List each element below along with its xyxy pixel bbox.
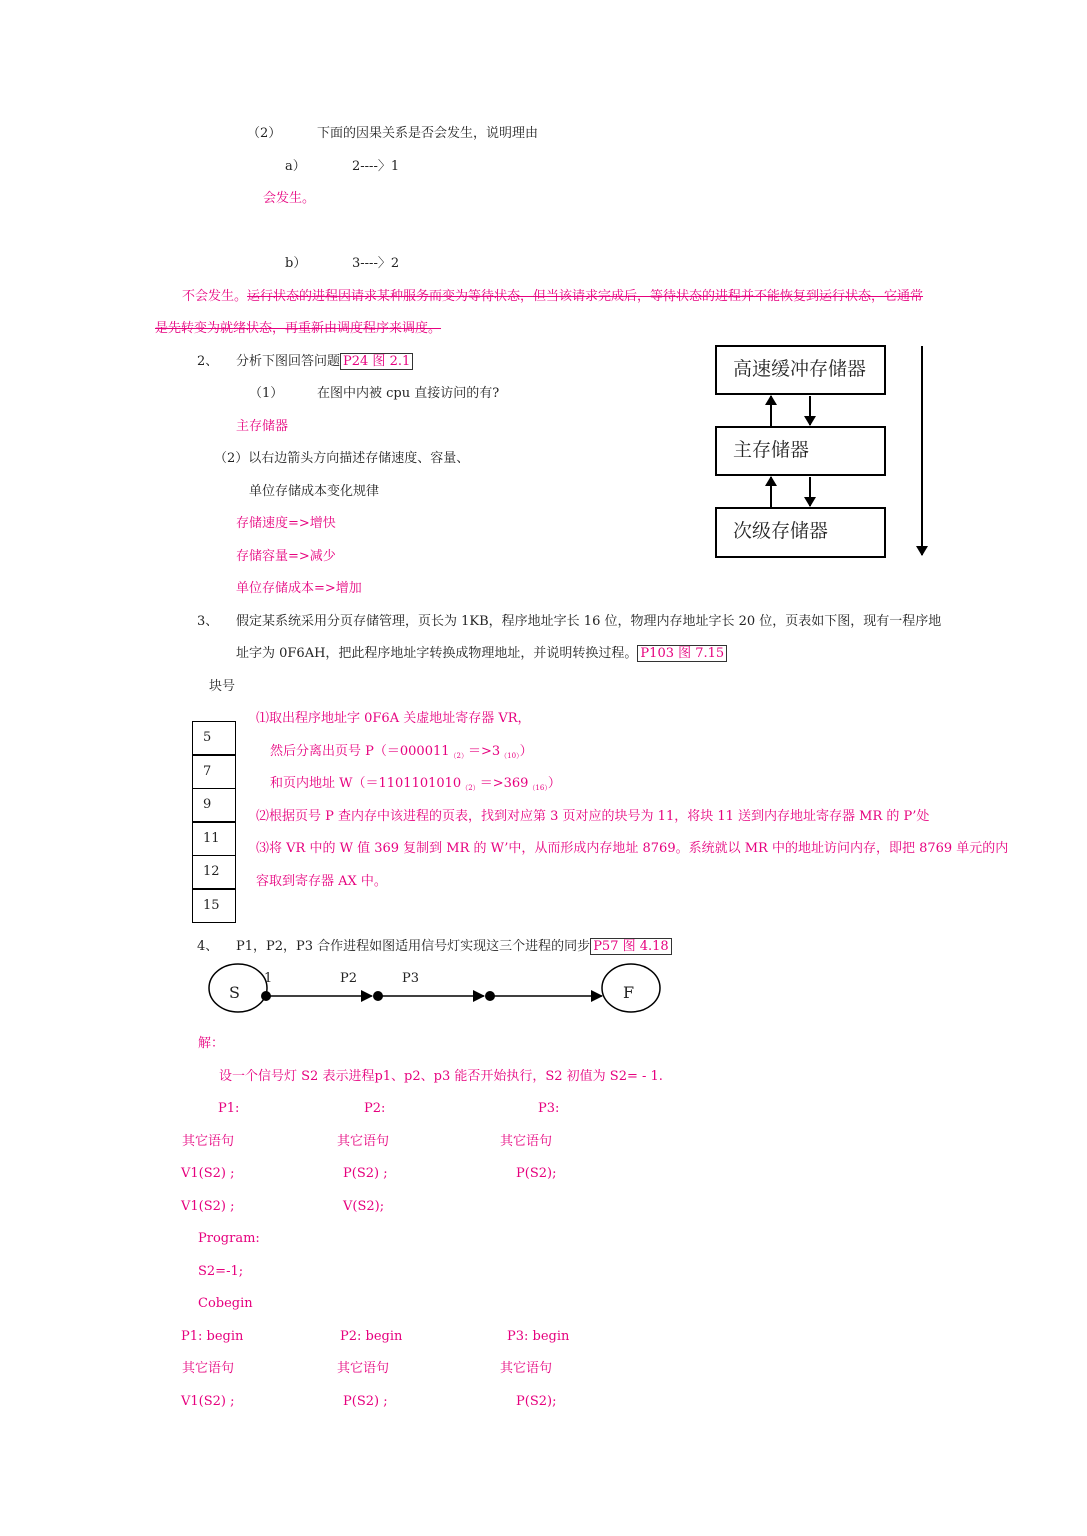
code-begin-p1: P1: begin [181, 1329, 244, 1344]
diagram-box-cache: 高速缓冲存储器 [715, 345, 886, 395]
code-line: 其它语句 [182, 1134, 235, 1149]
item-b-answer-prefix: 不会发生。 [182, 289, 248, 304]
q2-text-body: 分析下图回答问题 [236, 354, 341, 369]
q3-line1: 假定某系统采用分页存储管理，页长为 1KB，程序地址字长 16 位，物理内存地址字长 20 位，页表如下图，现有一程序地 [236, 614, 942, 629]
q2-answer-cost: 单位存储成本=>增加 [236, 581, 362, 596]
code-line: 其它语句 [500, 1361, 553, 1376]
code-program: Program: [198, 1231, 260, 1246]
q3-step1-page-mid: ＝>3 [467, 744, 501, 759]
item-a-label: a） [285, 159, 306, 174]
q4-reference: P57 图 4.18 [590, 938, 672, 955]
q2-sub1-answer: 主存储器 [236, 419, 289, 434]
graph-label-p2: P2 [340, 971, 358, 986]
code-header-p1: P1: [218, 1101, 240, 1116]
item-a-text: 2----〉1 [352, 159, 400, 174]
graph-label-p3: P3 [402, 971, 420, 986]
q3-step1-offset-pre: 和页内地址 W（＝1101101010 [270, 776, 462, 791]
q2-sub1-text: 在图中内被 cpu 直接访问的有? [317, 386, 500, 401]
graph-dot-2 [373, 991, 383, 1001]
q3-step1-page-sub1: （2） [449, 752, 468, 760]
q4-intro: 设一个信号灯 S2 表示进程p1、p2、p3 能否开始执行，S2 初值为 S2= - 1. [219, 1069, 663, 1084]
page-table-label: 块号 [209, 679, 236, 694]
q2-part-text: 下面的因果关系是否会发生，说明理由 [317, 126, 539, 141]
page-table-cell: 9 [192, 788, 236, 822]
q4-number: 4、 [197, 939, 219, 954]
q2-answer-capacity: 存储容量=>减少 [236, 549, 336, 564]
graph-start-label: S [229, 983, 240, 1002]
page-table-cell: 12 [192, 855, 236, 889]
code-line: P(S2); [516, 1166, 557, 1181]
page-table-cell: 11 [192, 822, 236, 856]
q4-text-body: P1，P2，P3 合作进程如图适用信号灯实现这三个进程的同步 [236, 939, 591, 954]
page-table-cell: 7 [192, 755, 236, 789]
q2-sub1-label: （1） [249, 386, 284, 401]
q2-part-label: （2） [247, 126, 282, 141]
q2-number: 2、 [197, 354, 219, 369]
q3-step3-line1: ⑶将 VR 中的 W 值 369 复制到 MR 的 W’中，从而形成内存地址 8769。系统就以 MR 中的地址访问内存，即把 8769 单元的内 [256, 841, 1009, 856]
q3-step1-page-end: ） [519, 744, 533, 759]
q2-sub2-line1: （2）以右边箭头方向描述存储速度、容量、 [214, 451, 470, 466]
q2-sub2-line2: 单位存储成本变化规律 [249, 484, 380, 499]
code-line: P(S2) ; [343, 1394, 388, 1409]
code-line: P(S2) ; [343, 1166, 388, 1181]
q3-step1: ⑴取出程序地址字 0F6A 关虚地址寄存器 VR， [256, 711, 531, 726]
q3-step1-offset-sub1: （2） [461, 784, 480, 792]
code-line: 其它语句 [337, 1361, 390, 1376]
code-line: V1(S2) ; [181, 1394, 235, 1409]
code-line: V1(S2) ; [181, 1166, 235, 1181]
code-cobegin: Cobegin [198, 1296, 253, 1311]
q3-step1-offset-sub2: （16） [528, 784, 548, 792]
q3-step3-line2: 容取到寄存器 AX 中。 [256, 874, 387, 889]
q2-reference: P24 图 2.1 [340, 353, 413, 370]
code-init: S2=-1; [198, 1264, 244, 1279]
graph-end-label: F [623, 983, 635, 1002]
code-line: 其它语句 [182, 1361, 235, 1376]
q3-step1-offset-end: ） [547, 776, 561, 791]
code-begin-p2: P2: begin [340, 1329, 403, 1344]
item-b-answer-struck-2: 是先转变为就绪状态，再重新由调度程序来调度。 [155, 321, 442, 336]
graph-dot-1 [261, 991, 271, 1001]
item-b-label: b） [285, 256, 307, 271]
code-header-p3: P3: [538, 1101, 560, 1116]
code-line: 其它语句 [500, 1134, 553, 1149]
q3-step1-offset-mid: ＝>369 [479, 776, 529, 791]
diagram-box-main-memory: 主存储器 [715, 426, 886, 476]
q2-answer-speed: 存储速度=>增快 [236, 516, 336, 531]
item-b-text: 3----〉2 [352, 256, 400, 271]
item-a-answer: 会发生。 [263, 191, 316, 206]
diagram-box-secondary: 次级存储器 [715, 507, 886, 558]
code-line: V(S2); [343, 1199, 385, 1214]
graph-label-p1: 1 [264, 971, 273, 986]
graph-dot-3 [485, 991, 495, 1001]
q3-step2: ⑵根据页号 P 查内存中该进程的页表，找到对应第 3 页对应的块号为 11，将块 11 送到内存地址寄存器 MR 的 P’处 [256, 809, 930, 824]
code-line: P(S2); [516, 1394, 557, 1409]
code-line: V1(S2) ; [181, 1199, 235, 1214]
code-begin-p3: P3: begin [507, 1329, 570, 1344]
q3-step1-page-sub2: （10） [500, 752, 520, 760]
page-table-cell: 15 [192, 889, 236, 923]
q3-reference: P103 图 7.15 [637, 645, 727, 662]
q4-solution-label: 解： [198, 1036, 225, 1051]
page-table-cell: 5 [192, 721, 236, 755]
q3-number: 3、 [197, 614, 219, 629]
q3-step1-page-pre: 然后分离出页号 P（＝000011 [270, 744, 450, 759]
code-line: 其它语句 [337, 1134, 390, 1149]
q3-line2-body: 址字为 0F6AH，把此程序地址字转换成物理地址，并说明转换过程。 [236, 646, 638, 661]
item-b-answer-struck-1: 运行状态的进程因请求某种服务而变为等待状态，但当该请求完成后，等待状态的进程并不能恢复到运行状态，它通常 [247, 289, 924, 304]
code-header-p2: P2: [364, 1101, 386, 1116]
